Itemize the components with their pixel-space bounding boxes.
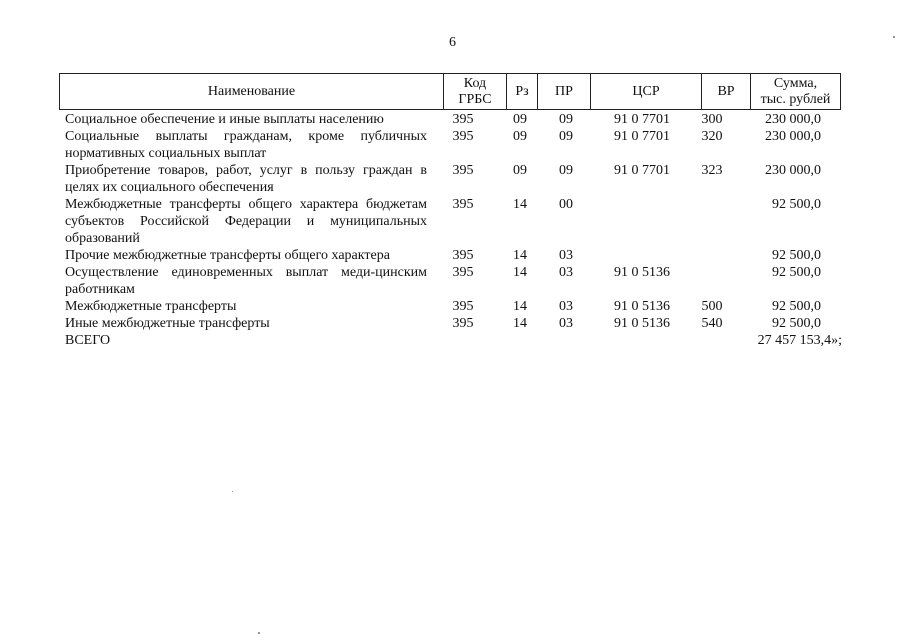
header-sum-line1: Сумма, (773, 75, 818, 91)
row-vr: 323 (701, 163, 723, 178)
row-kod: 395 (452, 299, 474, 314)
row-rz: 14 (513, 248, 527, 263)
row-kod: 395 (452, 265, 474, 280)
row-pr: 09 (559, 163, 573, 178)
table-header (59, 73, 841, 110)
row-kod: 395 (452, 248, 474, 263)
row-sum: 92 500,0 (772, 316, 821, 331)
header-csr: ЦСР (591, 74, 702, 109)
row-sum: 230 000,0 (765, 163, 821, 178)
row-sum: 92 500,0 (772, 299, 821, 314)
row-csr: 91 0 7701 (614, 163, 670, 178)
row-vr: 540 (701, 316, 723, 331)
table-row (0, 128, 905, 162)
row-name: Осуществление единовременных выплат меди-цинским работникам (65, 265, 427, 297)
row-sum: 230 000,0 (765, 112, 821, 127)
table-row (0, 264, 905, 298)
row-name: Приобретение товаров, работ, услуг в пользу граждан в целях их социального обеспечения (65, 163, 427, 195)
total-label: ВСЕГО (65, 333, 111, 348)
row-kod: 395 (452, 163, 474, 178)
table-body (0, 111, 905, 349)
header-sum (751, 74, 840, 109)
header-kod (444, 74, 507, 109)
row-csr: 91 0 5136 (614, 316, 670, 331)
row-pr: 03 (559, 265, 573, 280)
scan-speck (232, 491, 233, 492)
row-name: Иные межбюджетные трансферты (65, 316, 270, 331)
row-rz: 09 (513, 112, 527, 127)
header-pr: ПР (538, 74, 591, 109)
row-name: Социальное обеспечение и иные выплаты населению (65, 112, 384, 127)
scan-speck (893, 36, 895, 38)
table-row (0, 162, 905, 196)
row-name: Межбюджетные трансферты общего характера бюджетам субъектов Российской Федерации и муниципальных образований (65, 197, 427, 246)
page-number: 6 (449, 35, 456, 50)
row-name: Прочие межбюджетные трансферты общего характера (65, 248, 390, 263)
row-csr: 91 0 7701 (614, 129, 670, 144)
row-kod: 395 (452, 129, 474, 144)
table-row (0, 196, 905, 247)
row-sum: 92 500,0 (772, 248, 821, 263)
row-csr: 91 0 7701 (614, 112, 670, 127)
table-row (0, 315, 905, 332)
row-pr: 00 (559, 197, 573, 212)
row-csr: 91 0 5136 (614, 299, 670, 314)
scan-speck (258, 632, 260, 634)
header-kod-line1: Код (463, 75, 487, 91)
header-name: Наименование (60, 74, 444, 109)
header-rz: Рз (507, 74, 538, 109)
row-pr: 03 (559, 248, 573, 263)
row-vr: 300 (701, 112, 723, 127)
row-pr: 03 (559, 316, 573, 331)
row-sum: 230 000,0 (765, 129, 821, 144)
total-sum: 27 457 153,4»; (757, 333, 842, 348)
total-row (0, 332, 905, 349)
header-vr: ВР (702, 74, 751, 109)
row-name: Социальные выплаты гражданам, кроме публичных нормативных социальных выплат (65, 129, 427, 161)
row-rz: 09 (513, 129, 527, 144)
row-rz: 14 (513, 197, 527, 212)
row-vr: 320 (701, 129, 723, 144)
row-rz: 14 (513, 316, 527, 331)
row-pr: 09 (559, 112, 573, 127)
row-vr: 500 (701, 299, 723, 314)
row-rz: 09 (513, 163, 527, 178)
row-pr: 03 (559, 299, 573, 314)
row-kod: 395 (452, 197, 474, 212)
row-sum: 92 500,0 (772, 197, 821, 212)
table-row (0, 111, 905, 128)
header-kod-line2: ГРБС (458, 91, 492, 107)
row-name: Межбюджетные трансферты (65, 299, 237, 314)
row-kod: 395 (452, 112, 474, 127)
row-csr: 91 0 5136 (614, 265, 670, 280)
row-rz: 14 (513, 299, 527, 314)
row-sum: 92 500,0 (772, 265, 821, 280)
table-row (0, 247, 905, 264)
table-row (0, 298, 905, 315)
row-rz: 14 (513, 265, 527, 280)
row-pr: 09 (559, 129, 573, 144)
row-kod: 395 (452, 316, 474, 331)
header-sum-line2: тыс. рублей (760, 91, 831, 107)
